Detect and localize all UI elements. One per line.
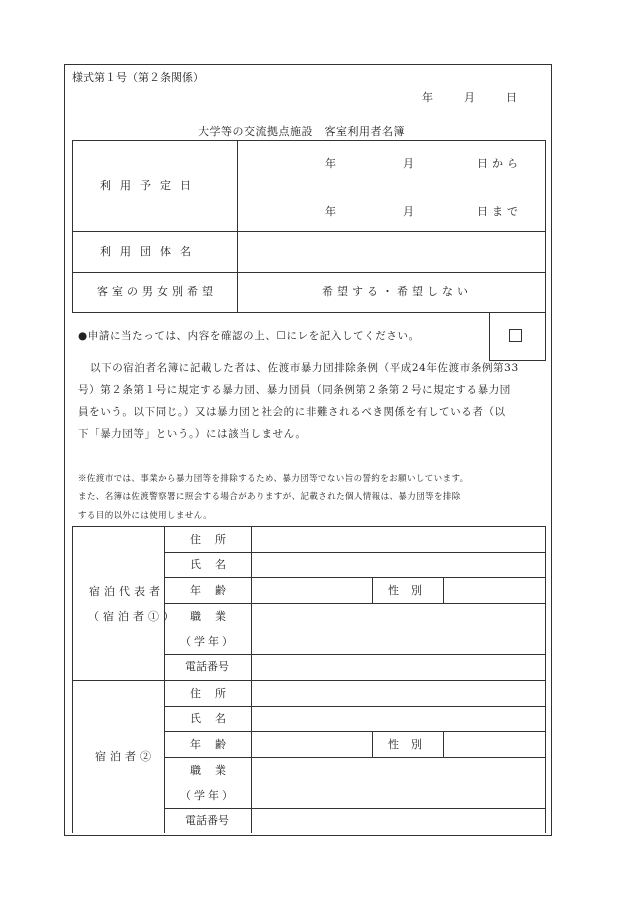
from-year-label: 年: [325, 157, 336, 170]
to-month-label: 月: [403, 205, 414, 218]
form-number: 様式第１号（第２条関係）: [72, 71, 204, 84]
guest1-sublabel: （宿泊者①）: [88, 610, 178, 623]
divider: [545, 526, 546, 833]
guest2-occupation-label: 職業: [190, 764, 240, 777]
group-name-label: 利用団体名: [100, 245, 200, 258]
planned-dates-label: 利用予定日: [100, 179, 200, 192]
guest1-age-label: 年齢: [190, 584, 240, 597]
confirm-instruction: ●申請に当たっては、内容を確認の上、☐にレを記入してください。: [78, 330, 420, 342]
guest1-label: 宿泊代表者: [89, 585, 164, 598]
divider: [545, 313, 546, 360]
date-month-label: 月: [464, 91, 475, 104]
to-day-label: 日まで: [477, 205, 522, 218]
declaration-line: 以下の宿泊者名簿に記載した者は、佐渡市暴力団排除条例（平成24年佐渡市条例第33: [90, 362, 519, 374]
guest2-phone-label: 電話番号: [185, 814, 229, 827]
declaration-line: 下「暴力団等」という。）には該当しません。: [78, 428, 307, 440]
guest1-age-field[interactable]: [252, 578, 371, 602]
declaration-line: 員をいう。以下同じ。）又は暴力団と社会的に非難されるべき関係を有している者（以: [78, 406, 506, 418]
guest1-phone-field[interactable]: [252, 655, 544, 679]
group-name-field[interactable]: [238, 232, 544, 271]
guest2-label: 宿泊者②: [95, 750, 155, 763]
guest1-gender-field[interactable]: [444, 578, 544, 602]
guest2-address-field[interactable]: [252, 681, 544, 705]
note-line: する目的以外には使用しません。: [78, 511, 213, 521]
divider: [72, 526, 73, 833]
guest2-age-label: 年齢: [190, 738, 240, 751]
guest1-gender-label: 性別: [388, 584, 434, 597]
date-year-label: 年: [422, 91, 433, 104]
confirm-checkbox[interactable]: [509, 329, 522, 342]
guest1-occupation-label: 職業: [190, 610, 240, 623]
to-year-label: 年: [325, 205, 336, 218]
guest2-name-label: 氏名: [190, 712, 240, 725]
date-day-label: 日: [506, 91, 517, 104]
divider: [372, 731, 373, 757]
guest1-grade-label: （学年）: [180, 635, 236, 648]
guest1-occupation-field[interactable]: [252, 604, 544, 653]
guest1-address-label: 住所: [190, 533, 240, 546]
declaration-line: 号）第２条第１号に規定する暴力団、暴力団員（同条例第２条第２号に規定する暴力団: [78, 384, 511, 396]
divider: [489, 313, 490, 360]
guest2-name-field[interactable]: [252, 707, 544, 730]
form-title: 大学等の交流拠点施設 客室利用者名簿: [198, 125, 405, 138]
note-line: ※佐渡市では、事業から暴力団等を排除するため、暴力団等でない旨の誓約をお願いしています。: [78, 474, 469, 484]
divider: [72, 140, 73, 313]
from-day-label: 日から: [477, 157, 522, 170]
divider: [372, 577, 373, 603]
guest2-age-field[interactable]: [252, 732, 371, 756]
guest1-name-label: 氏名: [190, 558, 240, 571]
divider: [72, 272, 546, 273]
guest2-grade-label: （学年）: [180, 789, 236, 802]
from-month-label: 月: [403, 157, 414, 170]
guest1-address-field[interactable]: [252, 527, 544, 551]
divider: [72, 312, 546, 313]
guest1-name-field[interactable]: [252, 553, 544, 576]
note-line: また、名簿は佐渡警察署に照会する場合がありますが、記載された個人情報は、暴力団等を排除: [78, 492, 461, 502]
gender-preference-options[interactable]: 希望する・希望しない: [322, 285, 472, 298]
guest2-occupation-field[interactable]: [252, 758, 544, 807]
guest1-phone-label: 電話番号: [185, 660, 229, 673]
guest2-gender-label: 性別: [388, 738, 434, 751]
gender-preference-label: 客室の男女別希望: [97, 285, 217, 298]
guest2-gender-field[interactable]: [444, 732, 544, 756]
guest2-phone-field[interactable]: [252, 809, 544, 833]
divider: [72, 140, 546, 141]
divider: [237, 140, 238, 313]
guest2-address-label: 住所: [190, 687, 240, 700]
divider: [545, 140, 546, 313]
divider: [164, 526, 165, 833]
